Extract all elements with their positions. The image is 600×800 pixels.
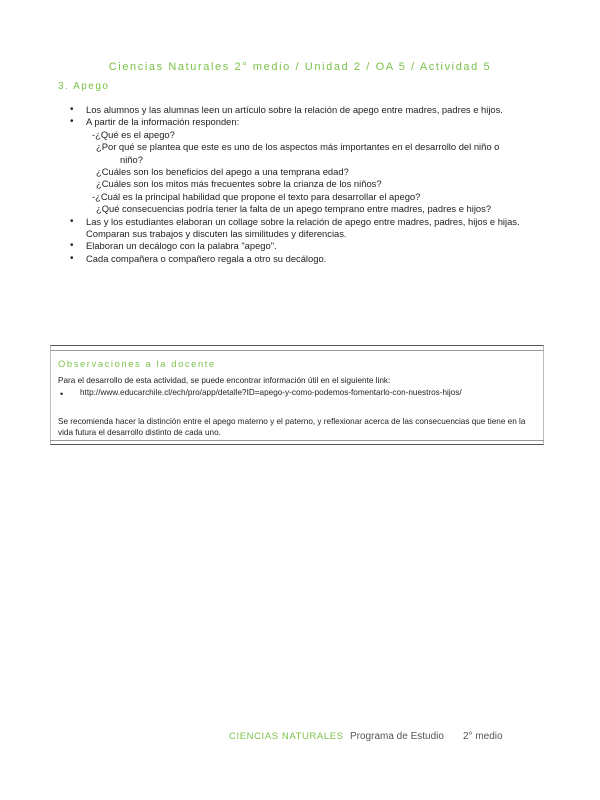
question-item: -¿Cuál es la principal habilidad que propone el texto para desarrollar el apego?: [92, 190, 421, 202]
question-text-continuation: niño?: [120, 153, 143, 165]
section-title: 3. Apego: [58, 81, 110, 92]
page-header: Ciencias Naturales 2° medio / Unidad 2 / OA 5 / Actividad 5: [108, 61, 492, 73]
question-item: ¿Cuáles son los mitos más frecuentes sobre la crianza de los niños?: [96, 178, 382, 190]
teacher-notes-note: Se recomienda hacer la distinción entre el apego materno y el paterno, y reflexionar acerca de las consecuencias que tiene en la vida futura el desarrollo distinto de cada uno.: [58, 417, 526, 437]
question-text: ¿Por qué se plantea que este es uno de los aspectos más importantes en el desarrollo del niño o: [96, 141, 500, 153]
list-item-text: Las y los estudiantes elaboran un collage sobre la relación de apego entre madres, padres, hijos e hijas. Comparan sus trabajos y discuten las similitudes y diferencias.: [86, 215, 520, 240]
question-item: ¿Qué consecuencias podría tener la falta de un apego temprano entre madres, padres e hijos?: [96, 203, 492, 215]
box-divider: [50, 440, 544, 441]
bullet-icon: •: [60, 389, 64, 399]
resource-link[interactable]: http://www.educarchile.cl/ech/pro/app/detalle?ID=apego-y-como-podemos-fomentarlo-con-nuestros-hijos/: [80, 388, 462, 397]
list-item: [70, 104, 550, 116]
list-item: [70, 216, 550, 241]
footer-program: Programa de Estudio: [350, 731, 444, 742]
question-list: [86, 129, 550, 216]
teacher-notes-title: Observaciones a la docente: [58, 358, 216, 369]
list-item: [70, 253, 550, 265]
list-item: [70, 116, 550, 215]
footer-grade: 2° medio: [463, 731, 503, 742]
list-item-text: Cada compañera o compañero regala a otro su decálogo.: [86, 252, 327, 264]
footer-subject: CIENCIAS NATURALES: [229, 731, 344, 742]
list-item-text: A partir de la información responden:: [86, 116, 240, 128]
question-item: -¿Qué es el apego?: [92, 128, 175, 140]
question-item: ¿Cuáles son los beneficios del apego a una temprana edad?: [96, 166, 349, 178]
question-item: [86, 141, 550, 166]
box-divider: [50, 350, 544, 351]
list-item-text: Elaboran un decálogo con la palabra "apego".: [86, 240, 277, 252]
list-item-text: Los alumnos y las alumnas leen un artículo sobre la relación de apego entre madres, padres e hijos.: [86, 104, 503, 115]
teacher-notes-intro: Para el desarrollo de esta actividad, se puede encontrar información útil en el siguiente link:: [58, 376, 391, 385]
list-item: [70, 240, 550, 252]
activity-list: [70, 104, 550, 265]
